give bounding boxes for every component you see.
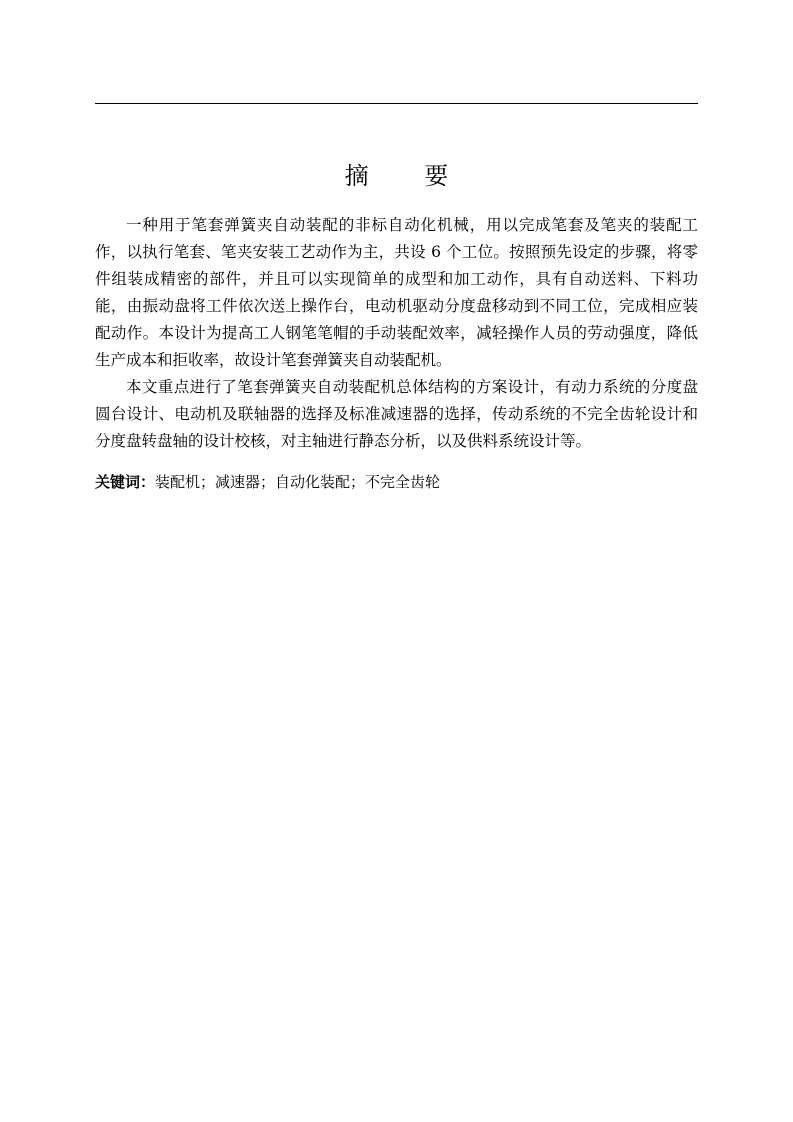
abstract-body bbox=[95, 212, 698, 455]
keywords-line bbox=[95, 469, 698, 496]
keywords-text: 装配机；减速器；自动化装配；不完全齿轮 bbox=[155, 473, 441, 491]
abstract-paragraph-1: 一种用于笔套弹簧夹自动装配的非标自动化机械，用以完成笔套及笔夹的装配工作，以执行笔套、笔夹安装工艺动作为主，共设 6 个工位。按照预先设定的步骤，将零件组装成精密的部件，并且可以实现简单的成型和加工动作，具有自动送料、下料功能，由振动盘将工件依次送上操作台，电动机驱动分度盘移动到不同工位，完成相应装配动作。本设计为提高工人钢笔笔帽的手动装配效率，减轻操作人员的劳动强度，降低生产成本和拒收率，故设计笔套弹簧夹自动装配机。 bbox=[95, 216, 698, 369]
abstract-paragraph-2: 本文重点进行了笔套弹簧夹自动装配机总体结构的方案设计，有动力系统的分度盘圆台设计、电动机及联轴器的选择及标准减速器的选择，传动系统的不完全齿轮设计和分度盘转盘轴的设计校核，对主轴进行静态分析，以及供料系统设计等。 bbox=[95, 378, 698, 450]
abstract-title: 摘 要 bbox=[344, 162, 473, 190]
keywords-label: 关键词： bbox=[95, 473, 156, 491]
header-rule bbox=[95, 103, 698, 104]
